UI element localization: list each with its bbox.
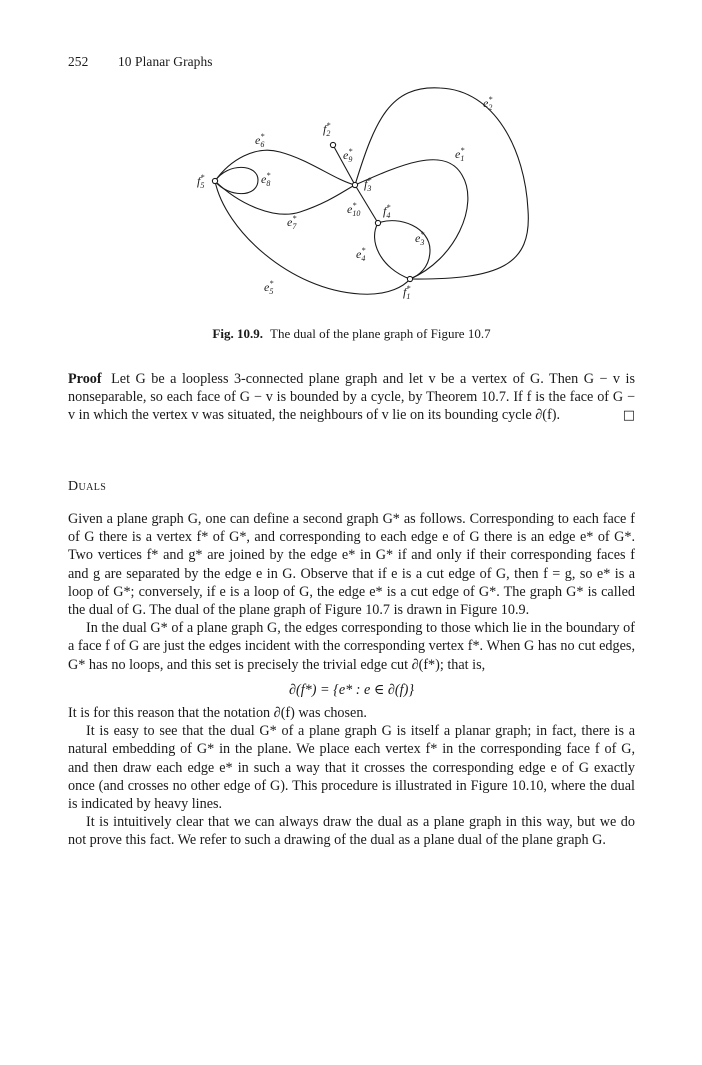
- paragraph-3: It is for this reason that the notation ∂(f) was chosen.: [68, 705, 367, 722]
- duals-section-body: [68, 510, 635, 850]
- label-f2: f* 2: [323, 121, 331, 138]
- paragraph-5: It is intuitively clear that we can always draw the dual as a plane graph in this way, but we do not prove this fact. We refer to such a drawing of the dual as a plane dual of the plane graph G.: [68, 814, 635, 849]
- label-e10: e* 10: [347, 201, 361, 218]
- qed-symbol: □: [622, 408, 635, 424]
- label-e1: e* 1: [455, 146, 465, 163]
- proof-paragraph: [68, 370, 635, 426]
- label-e9: e* 9: [343, 147, 353, 164]
- display-equation: ∂(f*) = {e* : e ∈ ∂(f)}: [288, 681, 414, 698]
- vertex-f5: [212, 178, 217, 183]
- label-e6: e* 6: [255, 132, 265, 149]
- figure-caption: [68, 326, 635, 342]
- label-f1: f* 1: [403, 284, 411, 301]
- label-e3: e* 3: [415, 230, 425, 247]
- label-f3: f* 3: [364, 176, 372, 193]
- label-f4: f* 4: [383, 203, 391, 220]
- caption-text: The dual of the plane graph of Figure 10.7: [270, 326, 491, 341]
- label-e2: e* 2: [483, 95, 493, 112]
- vertex-f3: [352, 182, 357, 187]
- paragraph-1: Given a plane graph G, one can define a second graph G* as follows. Corresponding to each face f of G there is a vertex f* of G*, and corresponding to each edge e of G there is an edge e* of G*. Two vertices f* and g* are joined by the edge e* in G* if and only if their corresponding faces f and g are separated by the edge e in G. Observe that if e is a cut edge of G, then f = g, so e* is a loop of G*; conversely, if e is a loop of G, the edge e* is a cut edge of G*. The graph G* is called the dual of G. The dual of the plane graph of Figure 10.7 is drawn in Figure 10.9.: [68, 511, 635, 619]
- paragraph-4: It is easy to see that the dual G* of a plane graph G is itself a planar graph; in fact, there is a natural embedding of G* in the plane. We place each vertex f* in the corresponding face f of G, and then draw each edge e* in such a way that it crosses the corresponding edge e of G exactly once (and crosses no other edge of G). This procedure is illustrated in Figure 10.10, where the dual is indicated by heavy lines.: [68, 723, 635, 813]
- vertex-f4: [375, 220, 380, 225]
- edge-e1: [355, 160, 468, 279]
- running-head: [68, 54, 213, 70]
- proof-text: Let G be a loopless 3-connected plane graph and let v be a vertex of G. Then G − v is nonseparable, so each face of G − v is bounded by a cycle, by Theorem 10.7. If f is the face of G − v in which the vertex v was situated, the neighbours of v lie on its bounding cycle ∂(f).: [68, 371, 635, 424]
- section-heading: Duals: [68, 479, 107, 494]
- paragraph-2: In the dual G* of a plane graph G, the edges corresponding to those which lie in the boundary of a face f of G are just the edges incident with the corresponding vertex f*. When G has no cut edges, G* has no loops, and this set is precisely the trivial edge cut ∂(f*); that is,: [68, 620, 635, 673]
- edge-e5: [215, 181, 410, 294]
- edge-e7: [215, 181, 355, 214]
- label-f5: f* 5: [197, 173, 205, 190]
- edge-e4: [375, 223, 410, 279]
- edge-e8: [215, 167, 258, 193]
- edge-e2: [355, 88, 528, 279]
- label-e8: e* 8: [261, 171, 271, 188]
- vertex-f1: [407, 276, 412, 281]
- page-number: 252: [68, 54, 89, 69]
- label-e4: e* 4: [356, 246, 366, 263]
- chapter-title: 10 Planar Graphs: [118, 54, 213, 69]
- vertex-f2: [330, 142, 335, 147]
- label-e5: e* 5: [264, 279, 274, 296]
- label-e7: e* 7: [287, 214, 297, 231]
- caption-label: Fig. 10.9.: [212, 326, 263, 341]
- dual-graph-diagram: [0, 80, 702, 310]
- figure-10-9: [0, 80, 702, 310]
- proof-heading: Proof: [68, 371, 102, 387]
